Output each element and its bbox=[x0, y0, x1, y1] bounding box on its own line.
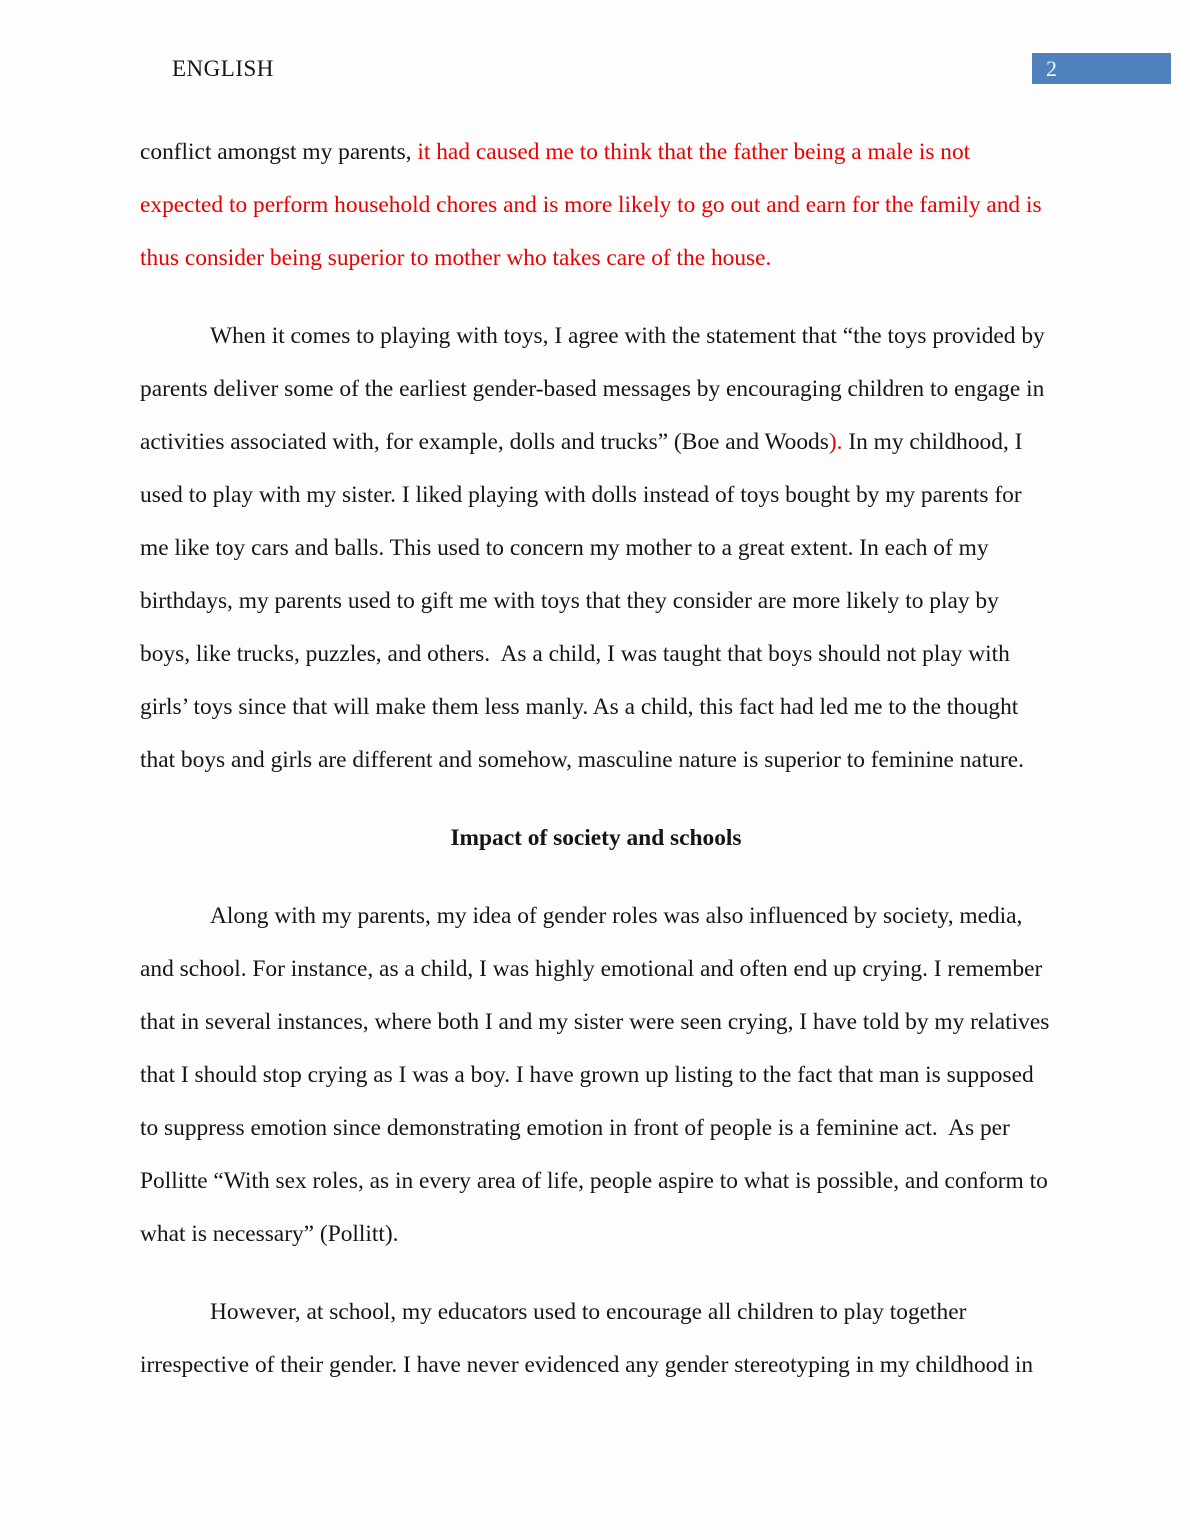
section-heading: Impact of society and schools bbox=[450, 825, 742, 851]
running-head: ENGLISH bbox=[172, 56, 274, 81]
paragraph bbox=[140, 1286, 1052, 1392]
text-segment: When it comes to playing with toys, I agree with the statement that “the toys provided by parents deliver some of the earliest gender-based messages by encouraging children to engage in activities associated with, for example, dolls and trucks” (Boe and Woods bbox=[140, 323, 1051, 455]
text-segment: conflict amongst my parents, bbox=[140, 139, 418, 165]
text-segment: However, at school, my educators used to encourage all children to play together irrespective of their gender. I have never evidenced any gender stereotyping in my childhood in bbox=[140, 1299, 1034, 1378]
document-body bbox=[140, 126, 1056, 1417]
text-segment: In my childhood, I used to play with my sister. I liked playing with dolls instead of toys bought by my parents for me like toy cars and balls. This used to concern my mother to a great extent. In each of my birthdays, my parents used to gift me with toys that they consider are more likely to play by boys, like trucks, puzzles, and others. As a child, I was taught that boys should not play with girls’ toys since that will make them less manly. As a child, this fact had led me to the thought that boys and girls are different and somehow, masculine nature is superior to feminine nature. bbox=[140, 429, 1029, 773]
page-number: 2 bbox=[1046, 56, 1057, 81]
text-segment-red: it had caused me to think that the father being a male is not expected to perform household chores and is more likely to go out and earn for the family and is thus consider being superior to mother who takes care of the house. bbox=[140, 139, 1048, 271]
text-segment-red: ). bbox=[828, 429, 843, 455]
paragraph bbox=[140, 126, 1052, 285]
text-segment: Along with my parents, my idea of gender roles was also influenced by society, media, and school. For instance, as a child, I was highly emotional and often end up crying. I remember that in several instances, where both I and my sister were seen crying, I have told by my relatives that I should stop crying as I was a boy. I have grown up listing to the fact that man is supposed to suppress emotion since demonstrating emotion in front of people is a feminine act. As per Pollitte “With sex roles, as in every area of life, people aspire to what is possible, and conform to what is necessary” (Pollitt). bbox=[140, 903, 1056, 1247]
paragraph bbox=[140, 890, 1056, 1261]
paragraph bbox=[140, 310, 1052, 787]
page-number-badge bbox=[1032, 53, 1171, 84]
